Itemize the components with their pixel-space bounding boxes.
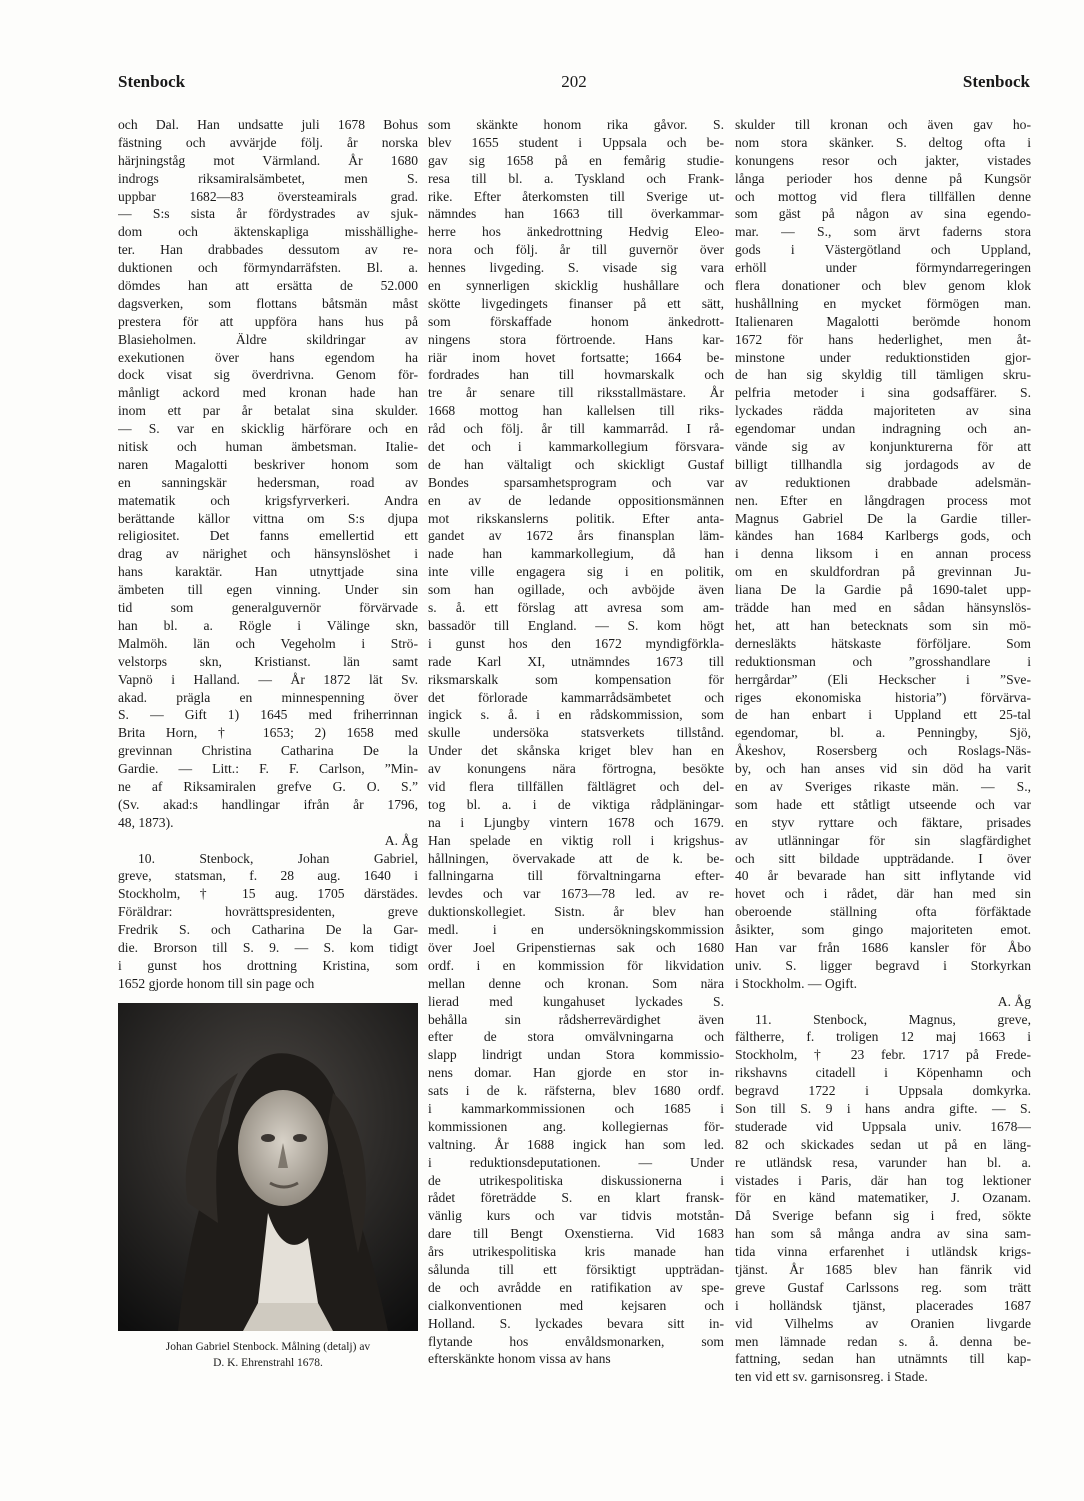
- text-line: sålunda till ett försiktigt uppträdan-: [428, 1262, 724, 1277]
- text-line: minstone under reduktionstiden gjor-: [735, 349, 1031, 365]
- text-line: av utlänningar för sin slagfärdighet: [735, 832, 1031, 848]
- text-line: av konungens nära förtrogna, besökte: [428, 761, 724, 777]
- page-header: [118, 72, 1030, 100]
- text-line: som skänkte honom rika gåvor. S.: [428, 117, 724, 132]
- text-line: vid Vilhelms av Oranien livgarde: [735, 1315, 1031, 1331]
- page-number: 202: [561, 72, 587, 91]
- text-line: han bl. a. Rögle i Välinge skn,: [118, 617, 418, 633]
- text-line: 10. Stenbock, Johan Gabriel,: [138, 850, 418, 866]
- text-line: Han var från 1686 kansler för Åbo: [735, 939, 1031, 955]
- text-line: fordrades han till hovmarskalk och: [428, 367, 724, 383]
- text-line: greve, statsman, f. 28 aug. 1640 i: [118, 868, 418, 884]
- text-line: och sitt bildade uppträdande. I över: [735, 850, 1031, 866]
- text-line: 40 år bevarade han sitt inflytande vid: [735, 868, 1031, 884]
- text-line: nora och följ. år till guvernör över: [428, 242, 724, 258]
- text-line: Italienaren Magalotti berömde honom: [735, 313, 1031, 329]
- text-line: en styv ryttare och fäktare, prisades: [735, 814, 1031, 830]
- text-line: ingick s. å. i en rådskommission, som: [428, 707, 724, 723]
- text-line: skötte livgedingets finanser på ett sätt,: [428, 295, 724, 311]
- text-line: som hade ett ståtligt utseende och var: [735, 796, 1031, 812]
- text-line: Under det skånska kriget blev han en: [428, 743, 724, 759]
- text-line: ningens stora förtroende. Hans kar-: [428, 331, 724, 347]
- text-line: efterskänkte honom vissa av hans: [428, 1351, 611, 1367]
- text-line: riksmarskalk som kompensation för: [428, 671, 724, 687]
- caption-line: D. K. Ehrenstrahl 1678.: [213, 1357, 323, 1369]
- text-line: lyckades rädda majoriteten av sina: [735, 403, 1031, 419]
- text-line: dare till Bengt Oxenstierna. Vid 1683: [428, 1226, 724, 1242]
- text-line: levdes och var 1673—78 led. av re-: [428, 886, 724, 902]
- text-line: naren Magalotti beskriver honom som: [118, 456, 418, 472]
- text-line: duktionen och förmyndarräfsten. Bl. a.: [118, 260, 418, 276]
- text-line: det och i kammarkollegium försvara-: [428, 439, 724, 455]
- text-line: i gunst hos den 1672 myndigförkla-: [428, 635, 724, 651]
- text-line: över Joel Gripenstiernas sak och 1680: [428, 939, 724, 955]
- text-line: duktionskollegiet. Sistn. år blev han: [428, 904, 724, 920]
- text-line: flytande hos envåldsmonarken, som: [428, 1333, 724, 1349]
- text-line: Bondes sparsamhetsprogram och var: [428, 474, 724, 490]
- text-line: i kammarkommissionen och 1685 i: [428, 1100, 724, 1116]
- text-line: grevinnan Christina Catharina De la: [118, 743, 418, 759]
- text-line: rådet företrädde S. en klart fransk-: [428, 1190, 724, 1206]
- text-line: en av de ledande oppositionsmännen: [428, 492, 724, 508]
- text-line: han som så många andra av sina sam-: [735, 1226, 1031, 1242]
- portrait-painting-icon: [118, 1003, 418, 1331]
- text-line: fästning och avvärjde följ. år norska: [118, 134, 418, 150]
- text-line: en synnerligen skicklig hushållare och: [428, 278, 724, 294]
- text-line: matematik och krigsfyrverkeri. Andra: [118, 492, 418, 508]
- text-line: mellan denne och kronan. Som nära: [428, 975, 724, 991]
- text-line: pelfria metoder i sina godsaffärer. S.: [735, 385, 1031, 401]
- text-line: berättande källor vittna om S:s djupa: [118, 510, 418, 526]
- text-line: Blasieholmen. Äldre skildringar av: [118, 331, 418, 347]
- text-line: nom stora skänker. S. deltog ofta i: [735, 134, 1031, 150]
- text-line: exekutionen över hans egendom ha: [118, 349, 418, 365]
- text-line: Då Sverige befann sig i fred, sökte: [735, 1208, 1031, 1224]
- text-line: långa perioder hos denne på Kungsör: [735, 170, 1031, 186]
- text-line: de utrikespolitiska diskussionerna i: [428, 1172, 724, 1188]
- text-line: i reduktionsdeputationen. — Under: [428, 1154, 724, 1170]
- text-line: en sanningskär hedersman, road av: [118, 474, 418, 490]
- text-line: prestera för att uppföra hans hus på: [118, 313, 418, 329]
- text-line: ten vid ett sv. garnisonsreg. i Stade.: [735, 1369, 928, 1385]
- figure-caption: [118, 1339, 418, 1371]
- text-line: hennes livgeding. S. visade sig vara: [428, 260, 724, 276]
- text-line: medl. i en undersökningskommission: [428, 922, 724, 938]
- text-line: och mottog vid flera tillfällen denne: [735, 188, 1031, 204]
- text-line: Åkeshov, Rosersberg och Roslags-Näs-: [735, 743, 1031, 759]
- text-line: valtning. År 1688 ingick han som led.: [428, 1136, 724, 1152]
- text-line: ordf. i en kommission för likvidation: [428, 957, 724, 973]
- text-line: gav sig 1658 på en femårig studie-: [428, 152, 724, 168]
- text-line: om en skuldfordran på grevinnan Ju-: [735, 564, 1031, 580]
- text-line: de han enbart i Uppland ett 25-tal: [735, 707, 1031, 723]
- text-line: och Dal. Han undsatte juli 1678 Bohus: [118, 117, 418, 132]
- text-line: fältherre, f. troligen 12 maj 1663 i: [735, 1029, 1031, 1045]
- text-line: rade Karl XI, utnämndes 1673 till: [428, 653, 724, 669]
- text-line: mar. — S., som ärvt faderns stora: [735, 224, 1031, 240]
- text-line: bassadör till England. — S. kom högt: [428, 617, 724, 633]
- text-line: erhöll under förmyndarregeringen: [735, 260, 1031, 276]
- text-line: ne af Riksamiralen grefve G. O. S.”: [118, 778, 418, 794]
- text-line: — S. var en skicklig härförare och en: [118, 421, 418, 437]
- text-line: Malmöh. län och Vegeholm i Strö-: [118, 635, 418, 651]
- text-line: A. Åg: [997, 993, 1031, 1009]
- text-line: na i Ljungby vintern 1678 och 1679.: [428, 814, 724, 830]
- text-line: åsikter, som gingo majoriteten emot.: [735, 922, 1031, 938]
- text-line: tjänst. År 1685 blev han fänrik vid: [735, 1262, 1031, 1277]
- text-line: oberoende ställning ofta förfäktade: [735, 904, 1031, 920]
- text-line: skulle undersöka statsverkets tillstånd.: [428, 725, 724, 741]
- text-line: kändes han 1684 Karlbergs gods, och: [735, 528, 1031, 544]
- header-left-title: Stenbock: [118, 72, 186, 91]
- text-line: de han vältaligt och skickligt Gustaf: [428, 456, 724, 472]
- text-line: i Stockholm. — Ogift.: [735, 975, 857, 991]
- text-line: blev 1655 student i Uppsala och be-: [428, 134, 724, 150]
- text-line: rikshavns citadell i Köpenhamn och: [735, 1065, 1031, 1081]
- text-line: religiositet. Det fanns emellertid ett: [118, 528, 418, 544]
- text-line: månligt ackord med kronan hade han: [118, 385, 418, 401]
- text-line: hans karaktär. Han utnyttjade sina: [118, 564, 418, 580]
- text-line: by, och han anses vid sin död ha varit: [735, 761, 1031, 777]
- text-line: die. Brorson till S. 9. — S. kom tidigt: [118, 939, 418, 955]
- text-line: 82 och skickades sedan ut på en läng-: [735, 1136, 1031, 1152]
- text-line: 1672 för hans hederlighet, men åt-: [735, 331, 1031, 347]
- text-line: i gunst hos drottning Kristina, som: [118, 957, 418, 973]
- text-line: vid flera tillfällen fältlägret och del-: [428, 778, 724, 794]
- text-line: mot rikskanslerns politik. Efter anta-: [428, 510, 724, 526]
- text-line: vänlig kurs och var tidvis motstån-: [428, 1208, 724, 1224]
- text-line: indrogs riksamiralsämbetet, men S.: [118, 170, 418, 186]
- text-line: det förlorade kammarrådsämbetet och: [428, 689, 724, 705]
- text-line: Vapnö i Halland. — År 1872 lät Sv.: [118, 671, 418, 687]
- text-line: inte ville engagera sig i en politik,: [428, 564, 724, 580]
- text-line: univ. S. ligger begravd i Storkyrkan: [735, 957, 1031, 973]
- text-line: 1668 mottog han kallelsen till riks-: [428, 403, 724, 419]
- text-line: tida vinna erfarenhet i utländsk krigs-: [735, 1244, 1031, 1260]
- text-line: fattning, sedan han utnämnts till kap-: [735, 1351, 1031, 1367]
- text-line: dernesläkts hätskaste förföljare. Som: [735, 635, 1031, 651]
- text-line: som gäst på någon av sina egendo-: [735, 206, 1031, 222]
- portrait-image: [118, 1003, 418, 1331]
- text-line: råd och följ. år till kammarråd. I rå-: [428, 421, 724, 437]
- text-column-3: [735, 116, 1031, 1386]
- text-line: liana De la Gardie på 1690-talet upp-: [735, 582, 1031, 598]
- text-line: skulder till kronan och även gav ho-: [735, 117, 1031, 132]
- text-line: S. — Gift 1) 1645 med friherrinnan: [118, 707, 418, 723]
- text-line: kommissionen ang. kollegiernas för-: [428, 1118, 724, 1134]
- text-line: akad. prägla en minnespenning över: [118, 689, 418, 705]
- text-line: dömdes han att ersätta de 52.000: [118, 278, 418, 294]
- text-line: reduktionsman och ”grosshandlare i: [735, 653, 1031, 669]
- text-line: egendomar, bl. a. Penningby, Sjö,: [735, 725, 1031, 741]
- text-line: het, att han betecknats som sin mö-: [735, 617, 1031, 633]
- text-line: vände sig av konjunkturerna för att: [735, 439, 1031, 455]
- text-line: vistades i Paris, där han tog lektioner: [735, 1172, 1031, 1188]
- text-line: drag av närighet och hänsynslöshet i: [118, 546, 418, 562]
- text-line: begravd 1722 i Uppsala domkyrka.: [735, 1083, 1031, 1099]
- text-line: gandet av 1672 års finansplan läm-: [428, 528, 724, 544]
- text-line: efter de stora omvälvningarna och: [428, 1029, 724, 1045]
- text-line: dock visat sig överdrivna. Genom för-: [118, 367, 418, 383]
- text-line: Fredrik S. och Catharina De la Gar-: [118, 922, 418, 938]
- text-line: års utrikespolitiska kris manade han: [428, 1244, 724, 1260]
- text-line: som han ogillade, och avböjde även: [428, 582, 724, 598]
- text-line: nens domar. Han gjorde en stor in-: [428, 1065, 724, 1081]
- text-line: velstorps skn, Kristianst. län samt: [118, 653, 418, 669]
- text-line: sats i de k. räfsterna, blev 1680 ordf.: [428, 1083, 724, 1099]
- text-line: för en känd matematiker, J. Ozanam.: [735, 1190, 1031, 1206]
- text-line: nade han kammarkollegium, då han: [428, 546, 724, 562]
- text-line: de och avrådde en ratifikation av spe-: [428, 1279, 724, 1295]
- text-line: men lämnade redan s. å. denna be-: [735, 1333, 1031, 1349]
- text-line: nitisk och human ämbetsman. Italie-: [118, 439, 418, 455]
- text-line: dagsverken, som flottans båtsmän måst: [118, 295, 418, 311]
- text-line: slapp lindrigt undan Stora kommissio-: [428, 1047, 724, 1063]
- text-line: Han spelade en viktig roll i krigshus-: [428, 832, 724, 848]
- text-line: dom och äktenskapliga misshällighe-: [118, 224, 418, 240]
- text-line: fallningarna till förvaltningarna efter-: [428, 868, 724, 884]
- text-line: uppbar 1682—83 översteamirals grad.: [118, 188, 418, 204]
- text-line: hushållning en mycket förmögen man.: [735, 295, 1031, 311]
- text-line: 11. Stenbock, Magnus, greve,: [755, 1011, 1031, 1027]
- text-column-2: [428, 116, 724, 1368]
- text-line: i denna liksom i en annan process: [735, 546, 1031, 562]
- header-right-title: Stenbock: [962, 72, 1030, 91]
- text-line: som förskaffade honom änkedrott-: [428, 313, 724, 329]
- text-line: konungens resor och jakter, vistades: [735, 152, 1031, 168]
- text-line: re utländsk resa, varunder han bl. a.: [735, 1154, 1031, 1170]
- text-line: en av Sveriges rikaste män. — S.,: [735, 778, 1031, 794]
- text-line: tre år senare till riksstallmästare. År: [428, 385, 724, 401]
- text-line: gods i Västergötland och Uppland,: [735, 242, 1031, 258]
- text-line: trädde han med en sådan hänsynslös-: [735, 600, 1031, 616]
- text-line: egendomar undan indragning och an-: [735, 421, 1031, 437]
- text-line: Föräldrar: hovrättspresidenten, greve: [118, 904, 418, 920]
- caption-line: Johan Gabriel Stenbock. Målning (detalj) av: [165, 1341, 371, 1353]
- text-column-1: [118, 116, 418, 993]
- text-line: — S:s sista år fördystrades av sjuk-: [118, 206, 418, 222]
- text-line: greve Gustaf Carlssons reg. som trätt: [735, 1279, 1031, 1295]
- text-line: hovet och i rådet, där han med sin: [735, 886, 1031, 902]
- text-line: billigt tillhandla sig jordagods av de: [735, 456, 1031, 472]
- text-line: (Sv. akad:s handlingar ifrån år 1796,: [118, 796, 418, 812]
- text-line: tid som generalguvernör förvärvade: [118, 600, 418, 616]
- text-line: riär inom hovet fortsatte; 1664 be-: [428, 349, 724, 365]
- text-line: herre hos änkedrottning Hedvig Eleo-: [428, 224, 724, 240]
- text-line: Stockholm, † 15 aug. 1705 därstädes.: [118, 886, 418, 902]
- text-line: s. å. ett förslag att avresa som am-: [428, 600, 724, 616]
- text-line: Stockholm, † 23 febr. 1717 på Frede-: [735, 1047, 1031, 1063]
- text-line: rike. Efter återkomsten till Sverige ut-: [428, 188, 724, 204]
- text-line: Magnus Gabriel De la Gardie tiller-: [735, 510, 1031, 526]
- text-line: Gardie. — Litt.: F. F. Carlson, ”Min-: [118, 761, 418, 777]
- text-line: av reduktionen drabbade adelsmän-: [735, 474, 1031, 490]
- text-line: tog bl. a. i de viktiga rådpläningar-: [428, 796, 724, 812]
- text-line: resa till bl. a. Tyskland och Frank-: [428, 170, 724, 186]
- text-line: de han sig skyldig till tämligen skru-: [735, 367, 1031, 383]
- text-line: nämndes han 1663 till överkammar-: [428, 206, 724, 222]
- text-line: härjningståg mot Värmland. År 1680: [118, 152, 418, 168]
- text-line: A. Åg: [384, 832, 418, 848]
- text-line: flera donationer och blev genom klok: [735, 278, 1031, 294]
- text-line: Brita Horn, † 1653; 2) 1658 med: [118, 725, 418, 741]
- text-line: lierad med kungahuset lyckades S.: [428, 993, 724, 1009]
- text-line: Son till S. 9 i hans andra gifte. — S.: [735, 1100, 1031, 1116]
- text-line: hållningen, övervakade att de k. be-: [428, 850, 724, 866]
- text-line: ter. Han drabbades dessutom av re-: [118, 242, 418, 258]
- text-line: cialkonventionen med kejsaren och: [428, 1297, 724, 1313]
- text-line: studerade vid Uppsala univ. 1678—: [735, 1118, 1031, 1134]
- text-line: nen. Efter en långdragen process mot: [735, 492, 1031, 508]
- text-line: 48, 1873).: [118, 814, 174, 830]
- text-line: Holland. S. lyckades bevara sitt in-: [428, 1315, 724, 1331]
- text-line: inom ett par år betalat sina skulder.: [118, 403, 418, 419]
- text-line: herrgårdar” (Eli Heckscher i ”Sve-: [735, 671, 1031, 687]
- text-line: 1652 gjorde honom till sin page och: [118, 975, 315, 991]
- text-line: ämbeten till egen vinning. Under sin: [118, 582, 418, 598]
- text-line: riges ekonomiska historia”) förvärva-: [735, 689, 1031, 705]
- text-line: i holländsk tjänst, placerades 1687: [735, 1297, 1031, 1313]
- text-line: behålla sin rådsherrevärdighet även: [428, 1011, 724, 1027]
